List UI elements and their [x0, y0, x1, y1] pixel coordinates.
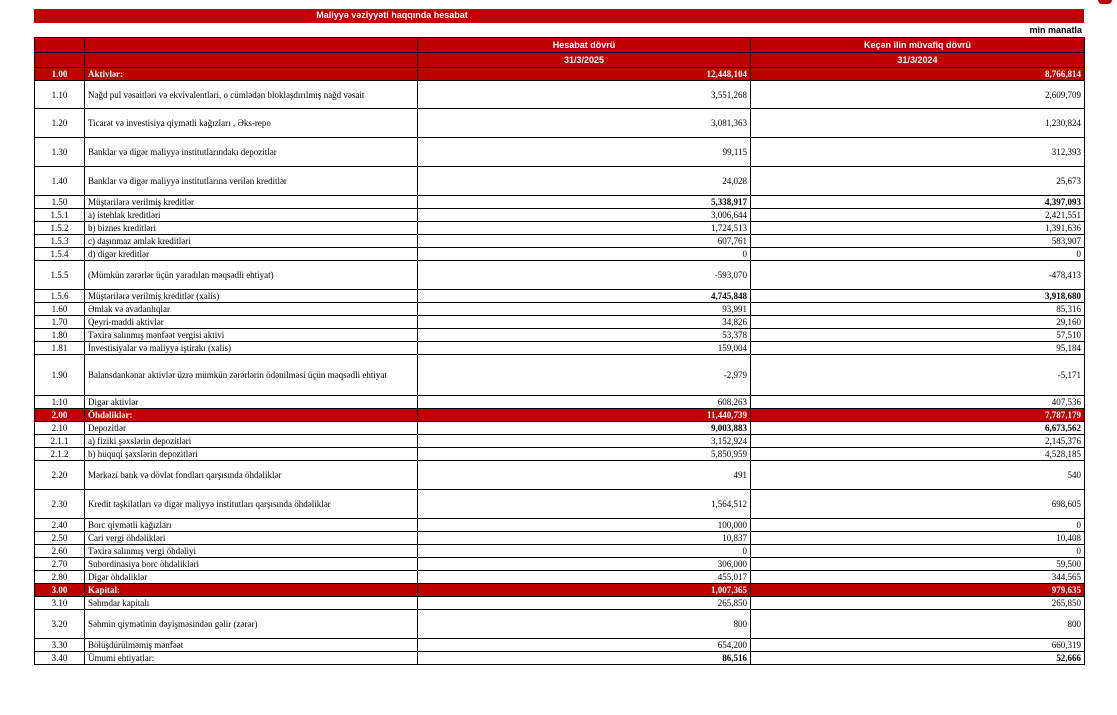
row-label: Digər aktivlər — [85, 396, 418, 409]
row-prior-value: 52,666 — [751, 652, 1085, 665]
row-code: 2.40 — [35, 519, 85, 532]
row-current-value: 0 — [418, 545, 751, 558]
row-prior-value: 85,316 — [751, 303, 1085, 316]
table-row — [35, 261, 1085, 290]
row-prior-value: 8,766,814 — [751, 68, 1085, 81]
table-row — [35, 248, 1085, 261]
row-current-value: 800 — [418, 610, 751, 639]
financial-position-table — [34, 37, 1085, 665]
row-code: 2.20 — [35, 461, 85, 490]
row-code: 1.5.6 — [35, 290, 85, 303]
row-prior-value: 0 — [751, 248, 1085, 261]
row-prior-value: 2,421,551 — [751, 209, 1085, 222]
row-prior-value: 25,673 — [751, 167, 1085, 196]
row-label: Təxirə salınmış mənfəət vergisi aktivi — [85, 329, 418, 342]
row-prior-value: 800 — [751, 610, 1085, 639]
row-prior-value: 7,787,179 — [751, 409, 1085, 422]
row-label: Banklar və digər maliyyə institutlarındakı depozitlər — [85, 138, 418, 167]
bank-logo-icon — [1098, 0, 1112, 4]
row-code: 1.5.1 — [35, 209, 85, 222]
row-prior-value: 57,510 — [751, 329, 1085, 342]
table-row — [35, 342, 1085, 355]
row-current-value: 265,850 — [418, 597, 751, 610]
row-code: 3.40 — [35, 652, 85, 665]
row-code: 2.60 — [35, 545, 85, 558]
row-code: 2.50 — [35, 532, 85, 545]
table-row — [35, 316, 1085, 329]
row-prior-value: 29,160 — [751, 316, 1085, 329]
row-label: Borc qiymətli kağızları — [85, 519, 418, 532]
header-current-period: Hesabat dövrü — [418, 38, 751, 53]
row-label: Banklar və digər maliyyə institutlarına verilən kreditlər — [85, 167, 418, 196]
row-label: Müştərilərə verilmiş kreditlər — [85, 196, 418, 209]
row-label: Səhmin qiymətinin dəyişməsindən gəlir (zərər) — [85, 610, 418, 639]
row-label: Kapital: — [85, 584, 418, 597]
row-prior-value: 312,393 — [751, 138, 1085, 167]
row-code: 1.70 — [35, 316, 85, 329]
row-current-value: 9,003,883 — [418, 422, 751, 435]
row-current-value: 1,007,365 — [418, 584, 751, 597]
section-row — [35, 584, 1085, 597]
row-code: 3.10 — [35, 597, 85, 610]
row-label: b) biznes kreditləri — [85, 222, 418, 235]
row-current-value: 86,516 — [418, 652, 751, 665]
table-row — [35, 558, 1085, 571]
row-current-value: 12,448,104 — [418, 68, 751, 81]
row-current-value: 607,761 — [418, 235, 751, 248]
row-current-value: 3,551,268 — [418, 81, 751, 109]
row-label: b) hüquqi şəxslərin depozitləri — [85, 448, 418, 461]
row-current-value: 100,000 — [418, 519, 751, 532]
table-row — [35, 235, 1085, 248]
row-current-value: 93,991 — [418, 303, 751, 316]
row-prior-value: 344,565 — [751, 571, 1085, 584]
table-row — [35, 355, 1085, 396]
table-row — [35, 109, 1085, 138]
row-prior-value: 660,319 — [751, 639, 1085, 652]
row-prior-value: 0 — [751, 519, 1085, 532]
row-code: 3.00 — [35, 584, 85, 597]
row-current-value: 159,004 — [418, 342, 751, 355]
row-current-value: 491 — [418, 461, 751, 490]
row-label: Balansdankənar aktivlər üzrə mümkün zərərlərin ödənilməsi üçün məqsədli ehtiyat — [85, 355, 418, 396]
row-label: c) daşınmaz əmlak kreditləri — [85, 235, 418, 248]
row-code: 1.80 — [35, 329, 85, 342]
row-label: Ticarət və investisiya qiymətli kağızları , Əks-repo — [85, 109, 418, 138]
row-code: 3.30 — [35, 639, 85, 652]
row-current-value: 1,724,513 — [418, 222, 751, 235]
table-row — [35, 435, 1085, 448]
row-label: Öhdəliklər: — [85, 409, 418, 422]
row-label: Digər öhdəliklər — [85, 571, 418, 584]
row-code: 2.10 — [35, 422, 85, 435]
row-label: İnvestisiyalar və maliyyə iştirakı (xalis) — [85, 342, 418, 355]
header-prior-period: Keçən ilin müvafiq dövrü — [751, 38, 1085, 53]
row-label: a) fiziki şəxslərin depozitləri — [85, 435, 418, 448]
row-label: Müştərilərə verilmiş kreditlər (xalis) — [85, 290, 418, 303]
row-prior-value: 6,673,562 — [751, 422, 1085, 435]
row-current-value: 455,017 — [418, 571, 751, 584]
table-row — [35, 167, 1085, 196]
row-current-value: 24,028 — [418, 167, 751, 196]
table-row — [35, 545, 1085, 558]
row-prior-value: 540 — [751, 461, 1085, 490]
row-label: a) istehlak kreditləri — [85, 209, 418, 222]
row-label: Mərkəzi bank və dövlət fondları qarşısında öhdəliklər — [85, 461, 418, 490]
section-row — [35, 68, 1085, 81]
row-prior-value: 1,230,824 — [751, 109, 1085, 138]
table-row — [35, 652, 1085, 665]
row-current-value: 608,263 — [418, 396, 751, 409]
header-current-date: 31/3/2025 — [418, 53, 751, 68]
row-current-value: 3,152,924 — [418, 435, 751, 448]
row-code: 2.1.2 — [35, 448, 85, 461]
table-row — [35, 396, 1085, 409]
table-row — [35, 639, 1085, 652]
row-code: 1.30 — [35, 138, 85, 167]
row-current-value: 99,115 — [418, 138, 751, 167]
row-current-value: 306,000 — [418, 558, 751, 571]
row-code: 2.1.1 — [35, 435, 85, 448]
row-current-value: 5,338,917 — [418, 196, 751, 209]
table-row — [35, 222, 1085, 235]
row-code: 2.80 — [35, 571, 85, 584]
table-row — [35, 329, 1085, 342]
row-current-value: 0 — [418, 248, 751, 261]
row-code: 2.00 — [35, 409, 85, 422]
table-row — [35, 461, 1085, 490]
row-code: 2.30 — [35, 490, 85, 519]
table-row — [35, 290, 1085, 303]
row-prior-value: 1,391,636 — [751, 222, 1085, 235]
report-title: Maliyyə vəziyyəti haqqında hesabat — [316, 10, 468, 20]
table-row — [35, 209, 1085, 222]
row-label: d) digər kreditlər — [85, 248, 418, 261]
header-row — [35, 38, 1085, 53]
row-code: 1.5.5 — [35, 261, 85, 290]
report-title-bar — [34, 9, 1084, 23]
row-code: 1.60 — [35, 303, 85, 316]
table-row — [35, 303, 1085, 316]
row-label: Qeyri-maddi aktivlər — [85, 316, 418, 329]
row-label: Səhmdar kapitalı — [85, 597, 418, 610]
table-row — [35, 519, 1085, 532]
row-prior-value: 407,536 — [751, 396, 1085, 409]
table-row — [35, 597, 1085, 610]
row-current-value: 654,200 — [418, 639, 751, 652]
row-code: 1.81 — [35, 342, 85, 355]
header-code-cell — [35, 38, 85, 53]
row-current-value: 4,745,848 — [418, 290, 751, 303]
row-label: Depozitlər — [85, 422, 418, 435]
row-prior-value: 979,635 — [751, 584, 1085, 597]
row-code: 1.90 — [35, 355, 85, 396]
row-current-value: 1,564,512 — [418, 490, 751, 519]
table-row — [35, 138, 1085, 167]
table-row — [35, 448, 1085, 461]
row-current-value: 5,850,959 — [418, 448, 751, 461]
table-row — [35, 490, 1085, 519]
header-code-cell — [35, 53, 85, 68]
row-code: 1.20 — [35, 109, 85, 138]
row-code: 1.00 — [35, 68, 85, 81]
row-code: 1.5.3 — [35, 235, 85, 248]
header-date-row — [35, 53, 1085, 68]
row-prior-value: 0 — [751, 545, 1085, 558]
row-prior-value: -478,413 — [751, 261, 1085, 290]
header-label-cell — [85, 53, 418, 68]
row-label: Aktivlər: — [85, 68, 418, 81]
row-label: (Mümkün zərərlər üçün yaradılan məqsədli ehtiyat) — [85, 261, 418, 290]
row-label: Cari vergi öhdəlikləri — [85, 532, 418, 545]
row-current-value: 34,826 — [418, 316, 751, 329]
row-label: Nağd pul vəsaitləri və ekvivalentləri, o cümlədən bloklaşdırılmış nağd vəsait — [85, 81, 418, 109]
row-prior-value: 583,907 — [751, 235, 1085, 248]
row-code: 3.20 — [35, 610, 85, 639]
row-prior-value: 95,184 — [751, 342, 1085, 355]
row-prior-value: 10,408 — [751, 532, 1085, 545]
header-prior-date: 31/3/2024 — [751, 53, 1085, 68]
table-row — [35, 610, 1085, 639]
row-prior-value: 59,500 — [751, 558, 1085, 571]
table-body — [35, 68, 1085, 665]
row-current-value: -593,070 — [418, 261, 751, 290]
row-code: 1.10 — [35, 396, 85, 409]
row-label: Bölüşdürülməmiş mənfəət — [85, 639, 418, 652]
row-prior-value: -5,171 — [751, 355, 1085, 396]
header-label-cell — [85, 38, 418, 53]
row-prior-value: 265,850 — [751, 597, 1085, 610]
row-code: 1.5.4 — [35, 248, 85, 261]
row-label: Subordinasiya borc öhdəlikləri — [85, 558, 418, 571]
section-row — [35, 409, 1085, 422]
table-row — [35, 532, 1085, 545]
table-row — [35, 571, 1085, 584]
row-current-value: 3,006,644 — [418, 209, 751, 222]
row-prior-value: 3,918,680 — [751, 290, 1085, 303]
row-code: 1.50 — [35, 196, 85, 209]
row-prior-value: 2,609,709 — [751, 81, 1085, 109]
row-current-value: -2,979 — [418, 355, 751, 396]
row-prior-value: 4,397,093 — [751, 196, 1085, 209]
table-row — [35, 422, 1085, 435]
row-code: 2.70 — [35, 558, 85, 571]
table-row — [35, 81, 1085, 109]
row-current-value: 3,081,363 — [418, 109, 751, 138]
row-current-value: 11,440,739 — [418, 409, 751, 422]
unit-label: min manatla — [1029, 25, 1082, 35]
row-label: Ümumi ehtiyatlar: — [85, 652, 418, 665]
table-row — [35, 196, 1085, 209]
row-code: 1.10 — [35, 81, 85, 109]
row-current-value: 10,837 — [418, 532, 751, 545]
row-label: Kredit təşkilatları və digər maliyyə institutları qarşısında öhdəliklər — [85, 490, 418, 519]
row-code: 1.5.2 — [35, 222, 85, 235]
row-prior-value: 4,528,185 — [751, 448, 1085, 461]
row-current-value: 53,378 — [418, 329, 751, 342]
row-prior-value: 2,145,376 — [751, 435, 1085, 448]
row-label: Təxirə salınmış vergi öhdəliyi — [85, 545, 418, 558]
row-label: Əmlak və avadanlıqlar — [85, 303, 418, 316]
row-code: 1.40 — [35, 167, 85, 196]
row-prior-value: 698,605 — [751, 490, 1085, 519]
